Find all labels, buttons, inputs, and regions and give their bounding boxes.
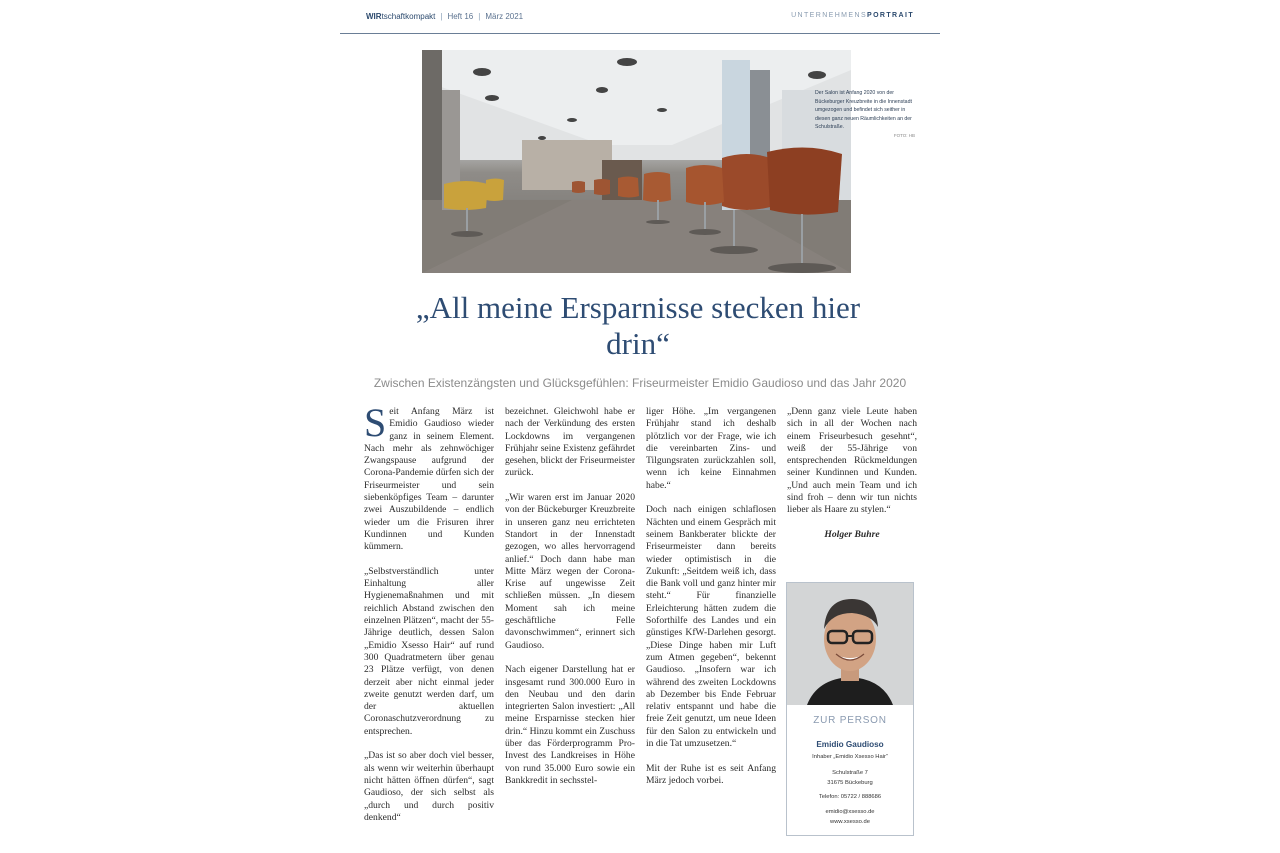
author-byline: Holger Buhre (824, 528, 880, 540)
person-name: Emidio Gaudioso (816, 740, 884, 749)
photo-caption: Der Salon ist Anfang 2020 von der Bückeburger Kreuzbreite in die Innenstadt umgezogen und befindet sich seither in diesen ganz neuen Räumlichkeiten an der Schulstraße. FOTO: HB (815, 89, 915, 141)
header-rule (340, 33, 940, 34)
portrait-image (787, 583, 913, 705)
person-email: emidio@xsesso.de (825, 809, 875, 816)
paragraph: „Wir waren erst im Januar 2020 von der Bückeburger Kreuzbreite in unseren ganz neu errichteten Standort in der Innenstadt gezogen, wo alles hervorragend anlief.“ Doch dann habe man Mitte März wegen der Corona-Krise auf ungewisse Zeit schließen müssen. „In diesem Moment sah ich meine geschäftliche Felle davonschwimmen“, erinnert sich Gaudioso. (505, 492, 635, 651)
person-phone: Telefon: 05722 / 888686 (818, 794, 882, 801)
person-info-box (786, 582, 914, 836)
person-box-title: ZUR PERSON (813, 715, 887, 726)
paragraph: „Selbstverständlich unter Einhaltung aller Hygienemaßnahmen und mit reichlich Abstand zwischen den einzelnen Plätzen“, macht der 55-Jährige deutlich, dessen Salon „Emidio Xsesso Hair“ auf rund 300 Quadratmetern über genau 23 Plätze verfügt, von denen derzeit aber nicht einmal jeder zweite genutzt werden darf, um der aktuellen Coronaschutzverordnung zu entsprechen. (364, 565, 494, 737)
article-column-3 (646, 406, 776, 800)
paragraph: bezeichnet. Gleichwohl habe er nach der Verkündung des ersten Lockdowns im vergangenen Frühjahr seine Existenz gefährdet gesehen, blickt der Friseurmeister zurück. (505, 406, 636, 479)
page-header (340, 9, 940, 25)
article-column-4 (787, 406, 917, 554)
person-role: Inhaber „Emidio Xsesso Hair“ (812, 754, 888, 760)
portrait-photo (787, 583, 913, 705)
paragraph: eit Anfang März ist Emidio Gaudioso wieder ganz in seinem Element. Nach mehr als zehnwöchiger Zwangspause aufgrund der Corona-Pandemie dürfen sich der Friseurmeister und sein siebenköpfiges Team – darunter zwei Auszubildende – endlich wieder um die Frisuren ihrer Kundinnen und Kunden kümmern. (364, 406, 494, 553)
article-column-1 (364, 400, 494, 836)
magazine-name-rest: tschaftkompakt (381, 12, 436, 21)
article-column-2 (505, 406, 635, 800)
header-publication: WIRtschaftkompakt | Heft 16 | März 2021 (366, 12, 524, 21)
article-subheadline: Zwischen Existenzängsten und Glücksgefühlen: Friseurmeister Emidio Gaudioso und das Jahr 2020 (373, 376, 907, 390)
person-city: 31675 Bückeburg (827, 779, 873, 786)
issue-number: Heft 16 (447, 12, 474, 21)
person-website: www.xsesso.de (830, 818, 870, 825)
paragraph: Doch nach einigen schlaflosen Nächten und einem Gespräch mit seinem Bankberater blickte der Friseurmeister dann bereits wieder optimistisch in die Zukunft: „Seitdem weiß ich, dass die Bank voll und ganz hinter mir steht.“ Für finanzielle Erleichterung hätten zudem die Soforthilfe des Landes und ein günstiges KfW-Darlehen gesorgt. „Diese Dinge haben mir Luft zum Atmen gegeben“, bekennt Gaudioso. „Insofern war ich während des zweiten Lockdowns ab Dezember bis Ende Februar relativ entspannt und habe die freie Zeit genutzt, um neue Ideen für den Salon zu entwickeln und in die Tat umzusetzen.“ (646, 504, 776, 750)
magazine-page (338, 0, 942, 853)
magazine-name-bold: WIR (366, 12, 382, 21)
salon-photo (422, 50, 851, 273)
person-street: Schulstraße 7 (832, 769, 868, 776)
paragraph: „Das ist so aber doch viel besser, als wenn wir weiterhin überhaupt nicht hätten öffnen dürfen“, sagt Gaudioso, der sich selbst als „durch und durch positiv denkend“ (364, 750, 494, 823)
article-headline: „All meine Ersparnisse stecken hier drin“ (415, 290, 861, 361)
paragraph: Nach eigener Darstellung hat er insgesamt rund 300.000 Euro in den Neubau und den darin integrierten Salon investiert: „All meine Ersparnisse stecken hier drin.“ Hinzu kommt ein Zuschuss über das Förderprogramm Pro-Invest des Landkreises in Höhe von rund 35.000 Euro sowie ein Bankkredit in sechsstel- (505, 664, 635, 786)
paragraph: liger Höhe. „Im vergangenen Frühjahr stand ich deshalb plötzlich vor der Frage, wie ich die vereinbarten Zins- und Tilgungsraten zurückzahlen soll, wenn ich keine Einnahmen habe.“ (646, 406, 776, 491)
paragraph: Mit der Ruhe ist es seit Anfang März jedoch vorbei. (646, 762, 776, 786)
section-label: UNTERNEHMENSPORTRAIT (791, 12, 914, 19)
paragraph: „Denn ganz viele Leute haben sich in all der Wochen nach einem Friseurbesuch gesehnt“, weiß der 55-Jährige von entsprechenden Rückmeldungen seiner Kundinnen und Kunden. „Und auch mein Team und ich sind froh – denn wir tun nichts lieber als Haare zu stylen.“ (787, 406, 917, 516)
drop-cap: S (364, 400, 387, 445)
issue-date: März 2021 (485, 12, 524, 21)
photo-credit: FOTO: HB (893, 132, 915, 138)
salon-interior-image (422, 50, 851, 273)
